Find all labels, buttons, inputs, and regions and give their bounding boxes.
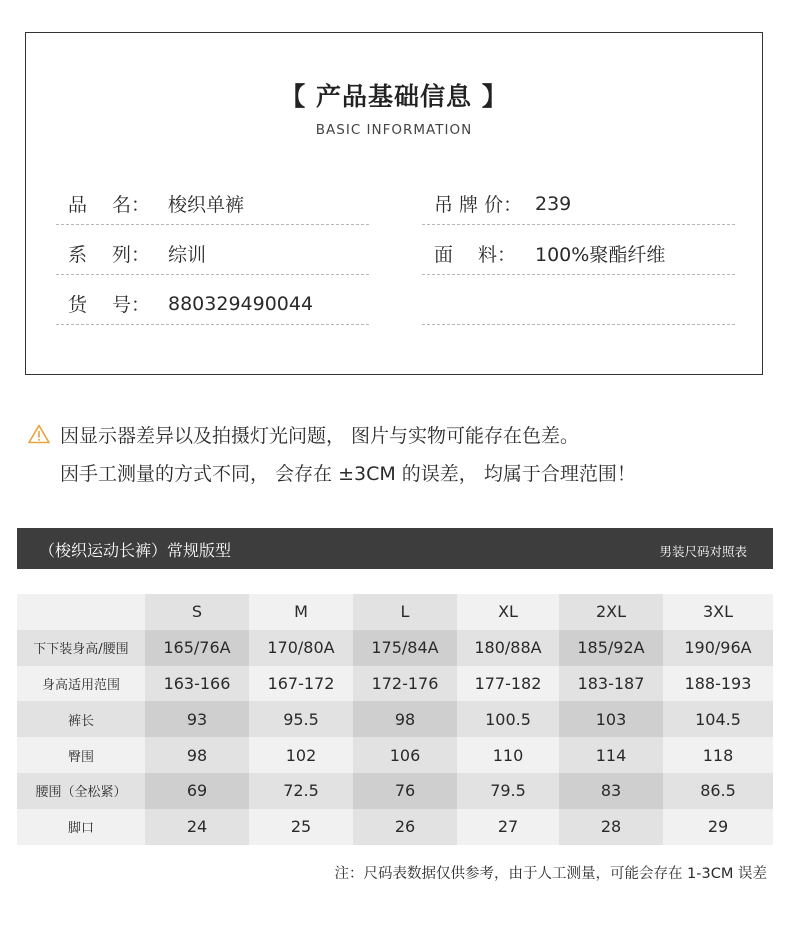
table-cell: 79.5 (457, 773, 559, 809)
table-header-cell: XL (457, 594, 559, 630)
table-cell: 183-187 (559, 666, 663, 702)
table-row-label: 脚口 (17, 809, 145, 845)
info-value: 880329490044 (168, 292, 314, 315)
info-row-fabric (422, 233, 735, 275)
info-label: 货 号： (68, 294, 151, 316)
table-cell: 25 (249, 809, 353, 845)
table-cell: 167-172 (249, 666, 353, 702)
table-cell: 106 (353, 737, 457, 773)
table-cell: 100.5 (457, 701, 559, 737)
table-cell: 110 (457, 737, 559, 773)
info-label: 面 料： (434, 244, 517, 266)
table-header-cell (17, 594, 145, 630)
table-cell: 170/80A (249, 630, 353, 666)
table-row-label: 身高适用范围 (17, 666, 145, 702)
table-cell: 104.5 (663, 701, 773, 737)
table-cell: 185/92A (559, 630, 663, 666)
size-table (17, 594, 773, 845)
info-label: 品 名： (68, 194, 151, 216)
table-header-cell: M (249, 594, 353, 630)
table-row-label: 裤长 (17, 701, 145, 737)
table-row (17, 809, 773, 845)
size-chart-title: （梭织运动长裤）常规版型 (39, 541, 232, 560)
table-row (17, 630, 773, 666)
product-info-card (25, 32, 763, 375)
info-row-empty (422, 283, 735, 325)
table-header-cell: S (145, 594, 249, 630)
table-cell: 95.5 (249, 701, 353, 737)
table-row (17, 773, 773, 809)
notice-line-1: 因显示器差异以及拍摄灯光问题， 图片与实物可能存在色差。 (60, 425, 580, 447)
table-cell: 76 (353, 773, 457, 809)
info-label: 系 列： (68, 244, 151, 266)
table-cell: 118 (663, 737, 773, 773)
table-cell: 69 (145, 773, 249, 809)
table-cell: 163-166 (145, 666, 249, 702)
table-row (17, 666, 773, 702)
table-header-cell: L (353, 594, 457, 630)
table-cell: 98 (353, 701, 457, 737)
table-cell: 29 (663, 809, 773, 845)
table-row (17, 701, 773, 737)
table-cell: 188-193 (663, 666, 773, 702)
info-label: 吊 牌 价： (434, 194, 523, 216)
table-cell: 190/96A (663, 630, 773, 666)
info-row-price (422, 183, 735, 225)
info-value: 综训 (168, 244, 207, 266)
card-title: 【 产品基础信息 】 (280, 82, 508, 111)
table-cell: 103 (559, 701, 663, 737)
info-value: 梭织单裤 (168, 194, 245, 216)
table-cell: 27 (457, 809, 559, 845)
info-value: 100%聚酯纤维 (535, 244, 666, 266)
info-row-name (56, 183, 369, 225)
table-cell: 26 (353, 809, 457, 845)
table-cell: 177-182 (457, 666, 559, 702)
table-cell: 28 (559, 809, 663, 845)
table-cell: 165/76A (145, 630, 249, 666)
table-header-cell: 3XL (663, 594, 773, 630)
table-cell: 83 (559, 773, 663, 809)
table-cell: 102 (249, 737, 353, 773)
info-row-sku (56, 283, 369, 325)
size-chart-footnote: 注：尺码表数据仅供参考，由于人工测量，可能会存在 1-3CM 误差 (334, 866, 767, 882)
table-cell: 98 (145, 737, 249, 773)
table-cell: 24 (145, 809, 249, 845)
table-cell: 93 (145, 701, 249, 737)
table-row-label: 臀围 (17, 737, 145, 773)
table-cell: 175/84A (353, 630, 457, 666)
table-cell: 114 (559, 737, 663, 773)
card-subtitle: BASIC INFORMATION (315, 122, 473, 138)
table-row-label: 腰围（全松紧） (17, 773, 145, 809)
size-chart-subtitle: 男装尺码对照表 (659, 544, 747, 559)
table-row (17, 737, 773, 773)
info-value: 239 (535, 192, 572, 215)
table-header-row (17, 594, 773, 630)
table-cell: 180/88A (457, 630, 559, 666)
table-row-label: 下下装身高/腰围 (17, 630, 145, 666)
table-cell: 172-176 (353, 666, 457, 702)
info-row-series (56, 233, 369, 275)
table-header-cell: 2XL (559, 594, 663, 630)
size-chart-header-bar (17, 528, 773, 569)
table-cell: 72.5 (249, 773, 353, 809)
warning-icon (28, 424, 50, 444)
table-cell: 86.5 (663, 773, 773, 809)
notice-line-2: 因手工测量的方式不同， 会存在 ±3CM 的误差， 均属于合理范围！ (60, 463, 636, 485)
